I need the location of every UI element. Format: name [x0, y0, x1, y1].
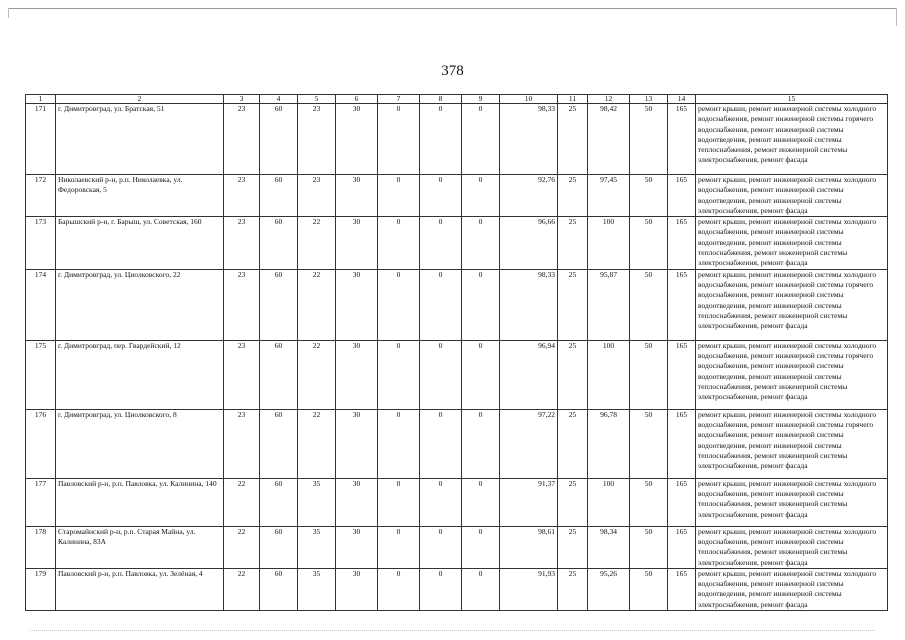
repair-works-cell: ремонт крыши, ремонт инженерной системы холодного водоснабжения, ремонт инженерной системы теплоснабжения, ремонт инженерной системы электроснабжения, ремонт фасада — [696, 478, 888, 526]
row-number: 179 — [26, 568, 56, 610]
header-row — [26, 95, 888, 104]
value-cell: 22 — [298, 409, 336, 478]
percent-cell: 98,33 — [500, 269, 558, 340]
col-header: 1 — [26, 95, 56, 104]
table-body — [26, 104, 888, 611]
value-cell: 165 — [668, 340, 696, 409]
row-number: 173 — [26, 217, 56, 269]
value-cell: 50 — [630, 104, 668, 175]
value-cell: 30 — [336, 104, 378, 175]
value-cell: 22 — [224, 478, 260, 526]
value-cell: 30 — [336, 175, 378, 217]
value-cell: 50 — [630, 409, 668, 478]
percent-cell: 96,66 — [500, 217, 558, 269]
value-cell: 23 — [224, 409, 260, 478]
value-cell: 22 — [298, 269, 336, 340]
value-cell: 0 — [378, 526, 420, 568]
address-cell: Старомайнский р-н, р.п. Старая Майна, ул. Калинина, 83А — [56, 526, 224, 568]
value-cell: 0 — [462, 526, 500, 568]
repair-works-cell: ремонт крыши, ремонт инженерной системы холодного водоснабжения, ремонт инженерной системы водоотведения, ремонт инженерной системы электроснабжения, ремонт фасада — [696, 175, 888, 217]
value-cell: 30 — [336, 478, 378, 526]
address-cell: г. Димитровград, ул. Циолковского, 8 — [56, 409, 224, 478]
value-cell: 165 — [668, 104, 696, 175]
value-cell: 30 — [336, 340, 378, 409]
value-cell: 25 — [558, 175, 588, 217]
table-row — [26, 340, 888, 409]
table-row — [26, 104, 888, 175]
value-cell: 0 — [462, 478, 500, 526]
table-row — [26, 568, 888, 610]
repair-works-cell: ремонт крыши, ремонт инженерной системы холодного водоснабжения, ремонт инженерной системы горячего водоснабжения, ремонт инженерной системы водоотведения, ремонт инженерной системы теплоснабжения, ремонт инженерной системы электроснабжения, ремонт фасада — [696, 409, 888, 478]
repair-works-cell: ремонт крыши, ремонт инженерной системы холодного водоснабжения, ремонт инженерной системы водоотведения, ремонт инженерной системы электроснабжения, ремонт фасада — [696, 568, 888, 610]
col-header: 11 — [558, 95, 588, 104]
value-cell: 0 — [378, 478, 420, 526]
value-cell: 22 — [224, 568, 260, 610]
col-header: 4 — [260, 95, 298, 104]
col-header: 5 — [298, 95, 336, 104]
table-row — [26, 175, 888, 217]
col-header: 15 — [696, 95, 888, 104]
table-row — [26, 409, 888, 478]
percent-cell: 91,93 — [500, 568, 558, 610]
value-cell: 0 — [462, 409, 500, 478]
repair-works-cell: ремонт крыши, ремонт инженерной системы холодного водоснабжения, ремонт инженерной системы горячего водоснабжения, ремонт инженерной системы водоотведения, ремонт инженерной системы теплоснабжения, ремонт инженерной системы электроснабжения, ремонт фасада — [696, 104, 888, 175]
scan-top-border — [8, 8, 897, 15]
row-number: 177 — [26, 478, 56, 526]
col-header: 12 — [588, 95, 630, 104]
percent-cell: 97,22 — [500, 409, 558, 478]
repair-works-cell: ремонт крыши, ремонт инженерной системы холодного водоснабжения, ремонт инженерной системы горячего водоснабжения, ремонт инженерной системы водоотведения, ремонт инженерной системы теплоснабжения, ремонт инженерной системы электроснабжения, ремонт фасада — [696, 269, 888, 340]
value-cell: 25 — [558, 217, 588, 269]
value-cell: 0 — [378, 175, 420, 217]
value-cell: 50 — [630, 340, 668, 409]
address-cell: Барышский р-н, г. Барыш, ул. Советская, 160 — [56, 217, 224, 269]
value-cell: 0 — [420, 568, 462, 610]
value-cell: 50 — [630, 568, 668, 610]
percent-cell: 92,76 — [500, 175, 558, 217]
value-cell: 0 — [378, 340, 420, 409]
value-cell: 60 — [260, 217, 298, 269]
value-cell: 30 — [336, 217, 378, 269]
value-cell: 22 — [224, 526, 260, 568]
value-cell: 23 — [224, 340, 260, 409]
percent-cell: 95,87 — [588, 269, 630, 340]
value-cell: 165 — [668, 526, 696, 568]
address-cell: г. Димитровград, пер. Гвардейский, 12 — [56, 340, 224, 409]
percent-cell: 96,94 — [500, 340, 558, 409]
value-cell: 23 — [224, 175, 260, 217]
value-cell: 35 — [298, 478, 336, 526]
value-cell: 50 — [630, 526, 668, 568]
value-cell: 50 — [630, 175, 668, 217]
value-cell: 25 — [558, 478, 588, 526]
repair-works-cell: ремонт крыши, ремонт инженерной системы холодного водоснабжения, ремонт инженерной системы водоотведения, ремонт инженерной системы теплоснабжения, ремонт инженерной системы электроснабжения, ремонт фасада — [696, 217, 888, 269]
value-cell: 0 — [420, 217, 462, 269]
value-cell: 165 — [668, 269, 696, 340]
value-cell: 25 — [558, 340, 588, 409]
value-cell: 23 — [224, 269, 260, 340]
value-cell: 165 — [668, 568, 696, 610]
value-cell: 60 — [260, 478, 298, 526]
value-cell: 0 — [420, 269, 462, 340]
value-cell: 0 — [378, 568, 420, 610]
value-cell: 25 — [558, 526, 588, 568]
value-cell: 60 — [260, 340, 298, 409]
value-cell: 0 — [420, 526, 462, 568]
value-cell: 35 — [298, 568, 336, 610]
value-cell: 50 — [630, 217, 668, 269]
value-cell: 0 — [462, 568, 500, 610]
row-number: 172 — [26, 175, 56, 217]
value-cell: 23 — [224, 104, 260, 175]
percent-cell: 98,42 — [588, 104, 630, 175]
col-header: 7 — [378, 95, 420, 104]
row-number: 171 — [26, 104, 56, 175]
table-row — [26, 478, 888, 526]
value-cell: 30 — [336, 568, 378, 610]
col-header: 2 — [56, 95, 224, 104]
value-cell: 60 — [260, 104, 298, 175]
value-cell: 165 — [668, 478, 696, 526]
row-number: 178 — [26, 526, 56, 568]
value-cell: 30 — [336, 269, 378, 340]
value-cell: 0 — [462, 104, 500, 175]
table-row — [26, 269, 888, 340]
table-row — [26, 526, 888, 568]
percent-cell: 97,45 — [588, 175, 630, 217]
value-cell: 165 — [668, 175, 696, 217]
repair-works-cell: ремонт крыши, ремонт инженерной системы холодного водоснабжения, ремонт инженерной системы горячего водоснабжения, ремонт инженерной системы водоотведения, ремонт инженерной системы теплоснабжения, ремонт инженерной системы электроснабжения, ремонт фасада — [696, 340, 888, 409]
value-cell: 35 — [298, 526, 336, 568]
address-cell: Павловский р-н, р.п. Павловка, ул. Зелёная, 4 — [56, 568, 224, 610]
value-cell: 30 — [336, 526, 378, 568]
value-cell: 0 — [378, 409, 420, 478]
value-cell: 165 — [668, 409, 696, 478]
value-cell: 30 — [336, 409, 378, 478]
row-number: 174 — [26, 269, 56, 340]
col-header: 10 — [500, 95, 558, 104]
col-header: 9 — [462, 95, 500, 104]
percent-cell: 100 — [588, 217, 630, 269]
col-header: 14 — [668, 95, 696, 104]
value-cell: 0 — [420, 478, 462, 526]
col-header: 3 — [224, 95, 260, 104]
value-cell: 0 — [462, 340, 500, 409]
value-cell: 22 — [298, 217, 336, 269]
percent-cell: 98,61 — [500, 526, 558, 568]
value-cell: 60 — [260, 568, 298, 610]
value-cell: 165 — [668, 217, 696, 269]
percent-cell: 98,34 — [588, 526, 630, 568]
address-cell: г. Димитровград, ул. Братская, 51 — [56, 104, 224, 175]
percent-cell: 98,33 — [500, 104, 558, 175]
value-cell: 0 — [462, 175, 500, 217]
value-cell: 60 — [260, 269, 298, 340]
value-cell: 22 — [298, 340, 336, 409]
value-cell: 60 — [260, 526, 298, 568]
value-cell: 0 — [420, 104, 462, 175]
value-cell: 0 — [462, 269, 500, 340]
value-cell: 0 — [378, 104, 420, 175]
percent-cell: 100 — [588, 478, 630, 526]
percent-cell: 96,78 — [588, 409, 630, 478]
value-cell: 25 — [558, 409, 588, 478]
value-cell: 50 — [630, 269, 668, 340]
scan-bottom-edge — [30, 630, 875, 631]
value-cell: 0 — [378, 217, 420, 269]
value-cell: 60 — [260, 175, 298, 217]
value-cell: 0 — [462, 217, 500, 269]
address-cell: г. Димитровград, ул. Циолковского, 22 — [56, 269, 224, 340]
row-number: 176 — [26, 409, 56, 478]
value-cell: 23 — [298, 175, 336, 217]
col-header: 6 — [336, 95, 378, 104]
percent-cell: 95,26 — [588, 568, 630, 610]
value-cell: 60 — [260, 409, 298, 478]
value-cell: 25 — [558, 269, 588, 340]
percent-cell: 100 — [588, 340, 630, 409]
percent-cell: 91,37 — [500, 478, 558, 526]
address-cell: Павловский р-н, р.п. Павловка, ул. Калинина, 140 — [56, 478, 224, 526]
value-cell: 23 — [224, 217, 260, 269]
value-cell: 25 — [558, 568, 588, 610]
col-header: 13 — [630, 95, 668, 104]
value-cell: 0 — [420, 340, 462, 409]
row-number: 175 — [26, 340, 56, 409]
address-cell: Николаевский р-н, р.п. Николаевка, ул. Федоровская, 5 — [56, 175, 224, 217]
value-cell: 25 — [558, 104, 588, 175]
value-cell: 0 — [420, 175, 462, 217]
value-cell: 0 — [420, 409, 462, 478]
value-cell: 23 — [298, 104, 336, 175]
col-header: 8 — [420, 95, 462, 104]
housing-repair-table — [25, 94, 888, 611]
repair-works-cell: ремонт крыши, ремонт инженерной системы холодного водоснабжения, ремонт инженерной системы теплоснабжения, ремонт инженерной системы электроснабжения, ремонт фасада — [696, 526, 888, 568]
table-row — [26, 217, 888, 269]
value-cell: 0 — [378, 269, 420, 340]
page-number: 378 — [441, 63, 464, 79]
value-cell: 50 — [630, 478, 668, 526]
